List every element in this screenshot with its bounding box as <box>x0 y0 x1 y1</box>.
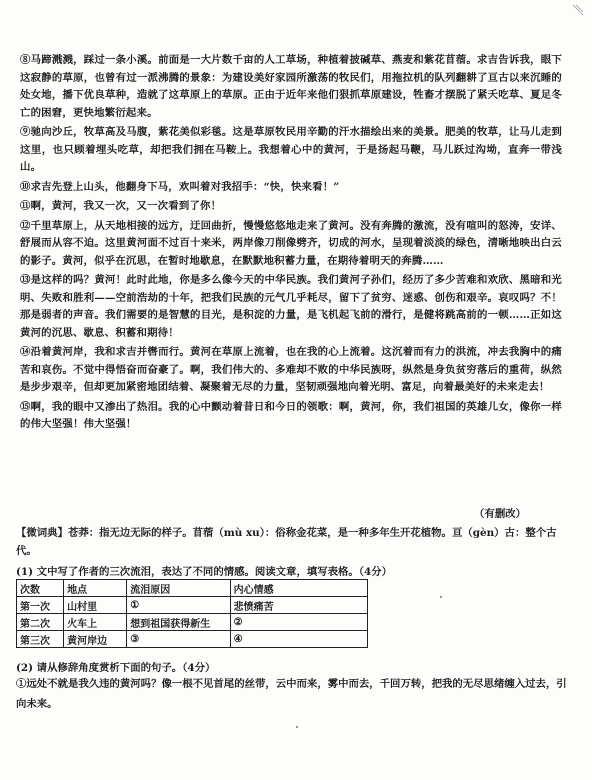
paragraph-13: ⑬是这样的吗？黄河！此时此地，你是多么像今天的中华民族。我们黄河子孙们，经历了多少苦难和欢欣、黑暗和光明、失败和胜利——空前浩劫的十年，把我们民族的元气几乎耗尽，留下了贫穷、迷惑、创伤和艰辛。哀叹吗？不！那是弱者的声音。我们需要的是智慧的目光，是积淀的力量，是飞机起飞前的滑行，是健将跳高前的一顿……正如这黄河的沉思、歇息、积蓄和期待！ <box>20 274 562 339</box>
scan-speck <box>440 596 442 598</box>
table-cell: 第三次 <box>17 631 64 648</box>
table-cell: 想到祖国获得新生 <box>127 614 230 631</box>
paragraph-14: ⑭沿着黄河岸，我和求吉并辔而行。黄河在草原上流着，也在我的心上流着。这沉着而有力的洪流，冲去我胸中的痛苦和哀伤。不觉中得悟奋而奋豪了。啊，我们伟大的、多难却不败的中华民族呀，纵然是身负贫穷落后的重荷，纵然是步步艰辛，但却更加紧密地团结着、凝聚着无尽的力量，坚韧顽强地向着光明、富足，向着最美好的未来走去！ <box>20 346 562 393</box>
table-cell: ① <box>127 597 230 614</box>
table-cell: ④ <box>230 631 367 648</box>
table-header-cell: 次数 <box>17 580 64 597</box>
question-1: (1) 文中写了作者的三次流泪，表达了不同的情感。阅读文章，填写表格。（4分） <box>16 566 392 578</box>
table-cell: 火车上 <box>64 614 127 631</box>
question-2-sentence: ①远处不就是我久违的黄河吗？像一根不见首尾的丝带，云中而来，雾中而去，千回万转，把我的无尽思绪缠入过去，引向未来。 <box>16 678 567 710</box>
table-cell: 第一次 <box>17 597 64 614</box>
source-note: （有删改） <box>474 508 526 520</box>
table-cell: ② <box>230 614 367 631</box>
article-body <box>20 52 562 436</box>
glossary: 【微词典】苍莽：指无边无际的样子。苜蓿（mù xu）：俗称金花菜，是一种多年生开花植物。亘（gèn）古：整个古代。 <box>16 527 557 557</box>
table-header-cell: 流泪原因 <box>127 580 230 597</box>
table-cell: 悲愤痛苦 <box>230 597 367 614</box>
table-header-row <box>17 580 368 597</box>
paragraph-9: ⑨驰向沙丘，牧草高及马腹，紫花美似彩毯。这是草原牧民用辛勤的汗水描绘出来的美景。肥美的牧草，让马儿走到这里，也只顾着埋头吃草，却把我们拥在马鞍上。我想着心中的黄河，于是扬起马鞭，马儿跃过沟坳，直奔一带浅山。 <box>20 126 562 173</box>
table-cell: 第二次 <box>17 614 64 631</box>
table-header-cell: 内心情感 <box>230 580 367 597</box>
paragraph-11: ⑪啊，黄河，我又一次，又一次看到了你！ <box>20 200 222 212</box>
table-row <box>17 597 368 614</box>
paragraph-15: ⑮啊，我的眼中又渗出了热泪。我的心中颤动着昔日和今日的领歌：啊，黄河，你，我们祖国的英雄儿女，像你一样的伟大坚强！伟大坚强！ <box>20 400 562 430</box>
paragraph-8: ⑧马蹄溅溅，踩过一条小溪。前面是一大片数千亩的人工草场，种植着披碱草、燕麦和紫花苜蓿。求吉告诉我，眼下这寂静的草原，也曾有过一派沸腾的景象：为建设美好家园所激荡的牧民们，用拖拉机的队列翻耕了亘古以来沉睡的处女地，播下优良草种，造就了这草原上的草原。正由于近年来他们狠抓草原建设，牲畜才摆脱了紧夭吃草、夏足冬亡的困窘，更快地繁衍起来。 <box>20 54 562 119</box>
paragraph-10: ⑩求吉先登上山头，他翻身下马，欢叫着对我招手：“快，快来看！” <box>20 180 340 193</box>
table-row <box>17 631 368 648</box>
paragraph-12: ⑫千里草原上，从天地相接的远方，迂回曲折，慢慢悠悠地走来了黄河。没有奔腾的激流，没有喧叫的怒涛，安详、舒展而从容不迫。这里黄河面不过百十来米，两岸像刀削像劈齐，切成的河水，呈现着淡淡的绿色，清晰地映出白云的影子。黄河，似乎在沉思，在暂时地歇息，在默默地积蓄力量，在期待着明天的奔腾…… <box>20 219 562 267</box>
table-row <box>17 614 368 631</box>
question-2: (2) 请从修辞角度赏析下面的句子。（4分） <box>16 662 216 674</box>
answer-table <box>16 579 368 648</box>
corner-fold-icon <box>572 4 584 16</box>
table-cell: 黄河岸边 <box>64 631 127 648</box>
table-cell: 山村里 <box>64 597 127 614</box>
scan-speck <box>296 726 298 728</box>
table-cell: ③ <box>127 631 230 648</box>
table-header-cell: 地点 <box>64 580 127 597</box>
